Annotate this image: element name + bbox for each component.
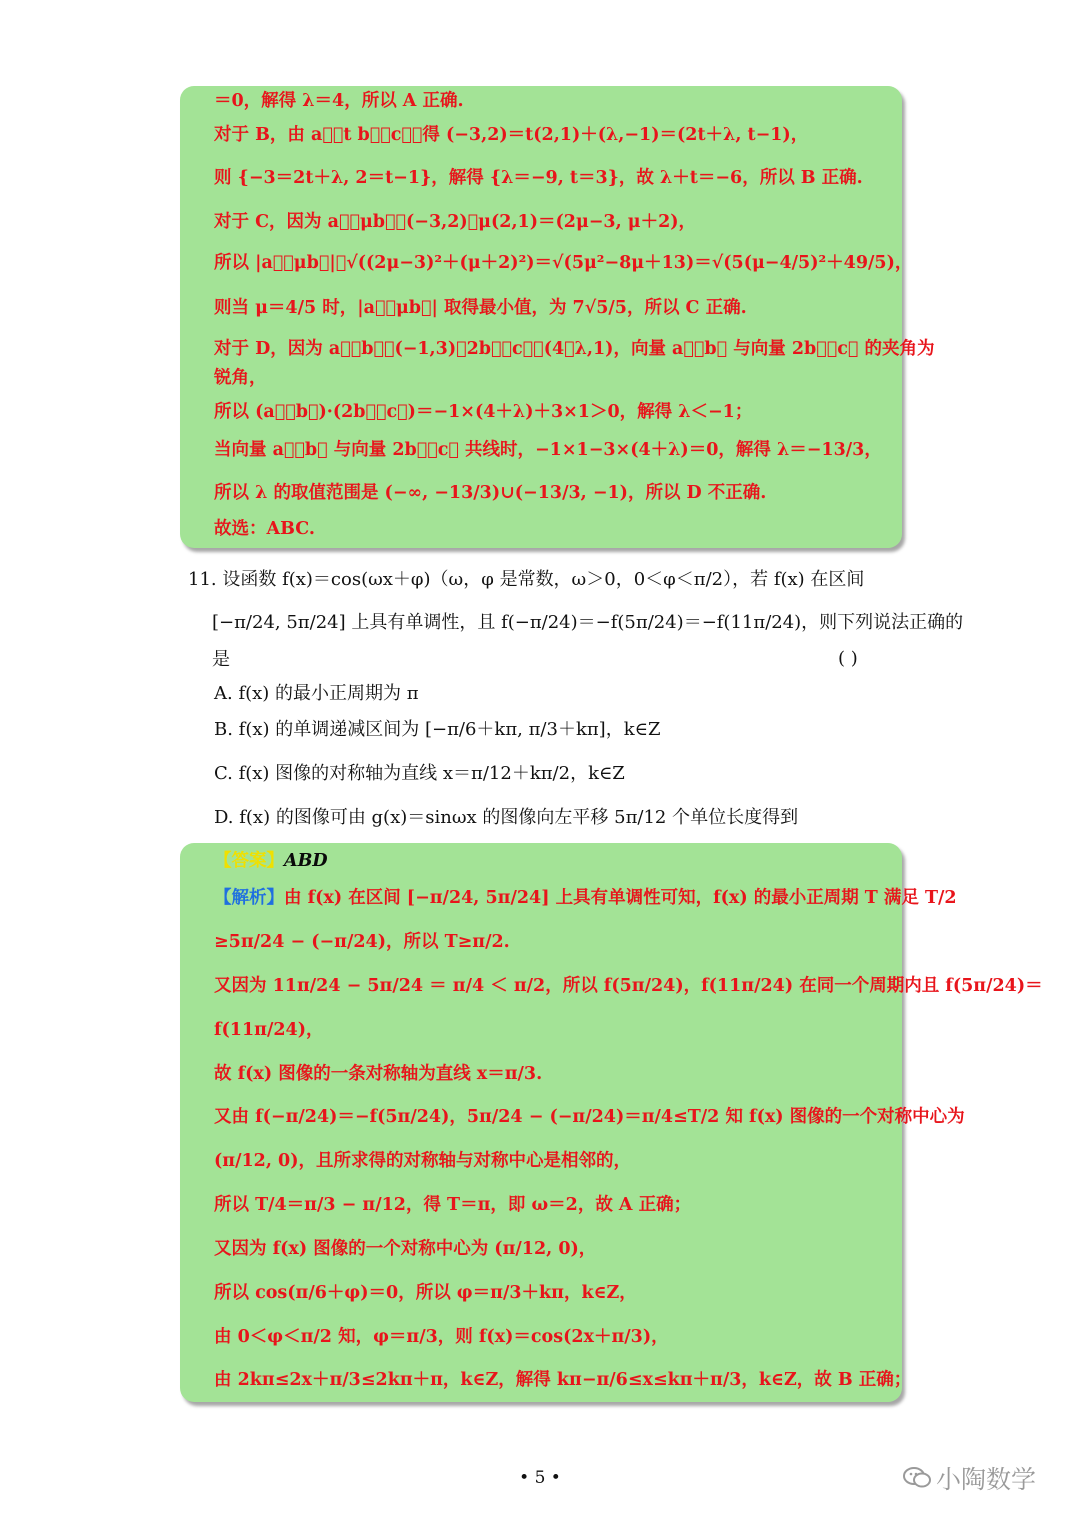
analysis-line: 又因为 f(x) 图像的一个对称中心为 (π/12, 0)， — [214, 1239, 597, 1259]
wechat-icon — [902, 1465, 932, 1497]
analysis-line: (π/12, 0)，且所求得的对称轴与对称中心是相邻的， — [214, 1151, 631, 1171]
analysis-tag: 【解析】 — [214, 888, 284, 908]
option-c: C. f(x) 图像的对称轴为直线 x＝π/12＋kπ/2，k∈Z — [214, 763, 625, 784]
watermark — [902, 1460, 1036, 1497]
solution-line: 对于 C，因为 a⃗＋μb⃗＝(−3,2)＋μ(2,1)＝(2μ−3, μ＋2)， — [214, 212, 697, 232]
solution-line: ＝0，解得 λ＝4，所以 A 正确. — [214, 91, 464, 111]
solution-line: 所以 |a⃗＋μb⃗|＝√((2μ−3)²＋(μ＋2)²)＝√(5μ²−8μ＋13)＝√(5(μ−4/5)²＋49/5)， — [214, 253, 913, 273]
analysis-line: 所以 cos(π/6＋φ)＝0，所以 φ＝π/3＋kπ，k∈Z， — [214, 1283, 637, 1303]
solution-line: 所以 (a⃗＋b⃗)·(2b⃗＋c⃗)＝−1×(4＋λ)＋3×1＞0，解得 λ＜−1； — [214, 402, 753, 422]
analysis-line: 又由 f(−π/24)＝−f(5π/24)，5π/24 − (−π/24)＝π/4≤T/2 知 f(x) 图像的一个对称中心为 — [214, 1107, 965, 1127]
analysis-line: 故 f(x) 图像的一条对称轴为直线 x＝π/3. — [214, 1064, 543, 1084]
analysis-line: ≥5π/24 − (−π/24)，所以 T≥π/2. — [214, 932, 510, 952]
analysis-line: 由 2kπ≤2x＋π/3≤2kπ＋π，k∈Z，解得 kπ−π/6≤x≤kπ＋π/3，k∈Z，故 B 正确； — [214, 1370, 912, 1390]
solution-line: 则 {−3＝2t＋λ, 2＝t−1}，解得 {λ＝−9, t＝3}，故 λ＋t＝−6，所以 B 正确. — [214, 168, 863, 188]
page-number: • 5 • — [519, 1468, 561, 1488]
answer-value: ABD — [284, 851, 328, 871]
analysis-line: 由 0＜φ＜π/2 知，φ＝π/3，则 f(x)＝cos(2x＋π/3)， — [214, 1327, 669, 1347]
question-stem-line-1: 11. 设函数 f(x)＝cos(ωx＋φ)（ω，φ 是常数，ω＞0，0＜φ＜π/2），若 f(x) 在区间 — [188, 569, 865, 590]
analysis-line: 又因为 11π/24 − 5π/24 ＝ π/4 ＜ π/2，所以 f(5π/24)，f(11π/24) 在同一个周期内且 f(5π/24)＝ — [214, 976, 1043, 996]
solution-line: 当向量 a⃗＋b⃗ 与向量 2b⃗＋c⃗ 共线时，−1×1−3×(4＋λ)＝0，解得 λ＝−13/3， — [214, 440, 882, 460]
solution-line: 所以 λ 的取值范围是 (−∞, −13/3)∪(−13/3, −1)，所以 D 不正确. — [214, 483, 767, 503]
solution-line: 锐角， — [214, 368, 267, 388]
watermark-text: 小陶数学 — [936, 1465, 1037, 1494]
solution-line: 对于 D，因为 a⃗＋b⃗＝(−1,3)，2b⃗＋c⃗＝(4＋λ,1)，向量 a⃗＋b⃗ 与向量 2b⃗＋c⃗ 的夹角为 — [214, 339, 935, 359]
question-stem-line-2: [−π/24, 5π/24] 上具有单调性，且 f(−π/24)＝−f(5π/24)＝−f(11π/24)，则下列说法正确的 — [212, 612, 964, 633]
answer-line — [214, 849, 328, 873]
answer-tag: 【答案】 — [214, 851, 284, 871]
solution-line: 故选：ABC. — [214, 519, 315, 539]
solution-line: 对于 B，由 a⃗＝t b⃗＋c⃗，得 (−3,2)＝t(2,1)＋(λ,−1)＝(2t＋λ, t−1)， — [214, 125, 809, 145]
option-d: D. f(x) 的图像可由 g(x)＝sinωx 的图像向左平移 5π/12 个单位长度得到 — [214, 807, 799, 828]
answer-blank: ( ) — [838, 648, 858, 669]
question-stem-line-3: 是 — [212, 649, 230, 670]
analysis-line: 所以 T/4＝π/3 − π/12，得 T＝π，即 ω＝2，故 A 正确； — [214, 1195, 692, 1215]
analysis-text: 由 f(x) 在区间 [−π/24, 5π/24] 上具有单调性可知，f(x) 的最小正周期 T 满足 T/2 — [284, 888, 957, 908]
analysis-line — [214, 886, 957, 910]
solution-line: 则当 μ＝4/5 时，|a⃗＋μb⃗| 取得最小值，为 7√5/5，所以 C 正确. — [214, 298, 747, 318]
analysis-line: f(11π/24)， — [214, 1020, 324, 1040]
option-a: A. f(x) 的最小正周期为 π — [214, 683, 419, 704]
option-b: B. f(x) 的单调递减区间为 [−π/6＋kπ, π/3＋kπ]，k∈Z — [214, 719, 661, 740]
